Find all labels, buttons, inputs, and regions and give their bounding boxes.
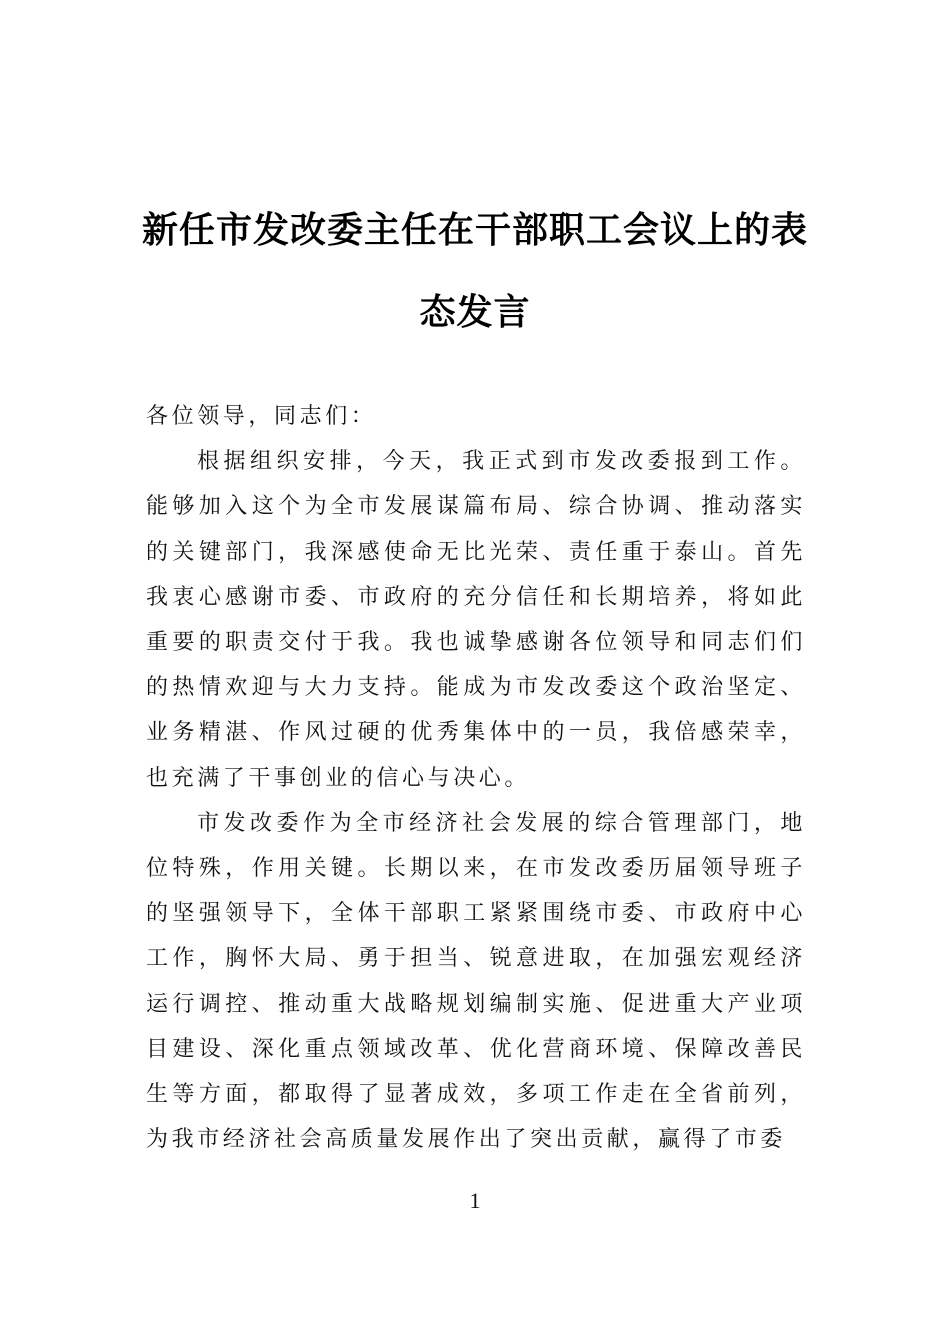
paragraph-2: 市发改委作为全市经济社会发展的综合管理部门，地位特殊，作用关键。长期以来，在市发改委历届领导班子的坚强领导下，全体干部职工紧紧围绕市委、市政府中心工作，胸怀大局、勇于担当、锐意进取，在加强宏观经济运行调控、推动重大战略规划编制实施、促进重大产业项目建设、深化重点领域改革、优化营商环境、保障改善民生等方面，都取得了显著成效，多项工作走在全省前列，为我市经济社会高质量发展作出了突出贡献，赢得了市委 [146,810,806,1153]
salutation: 各位领导，同志们： [146,404,377,429]
paragraph-1: 根据组织安排，今天，我正式到市发改委报到工作。能够加入这个为全市发展谋篇布局、综合协调、推动落实的关键部门，我深感使命无比光荣、责任重于泰山。首先我衷心感谢市委、市政府的充分信任和长期培养，将如此重要的职责交付于我。我也诚挚感谢各位领导和同志们们的热情欢迎与大力支持。能成为市发改委这个政治坚定、业务精湛、作风过硬的优秀集体中的一员，我倍感荣幸，也充满了干事创业的信心与决心。 [146,449,806,791]
document-title [140,189,810,353]
page-number: 1 [469,1188,481,1213]
title-line-1: 新任市发改委主任在干部职工会议上的表 [141,209,808,252]
title-line-2: 态发言 [419,291,531,334]
document-body [146,394,806,1162]
